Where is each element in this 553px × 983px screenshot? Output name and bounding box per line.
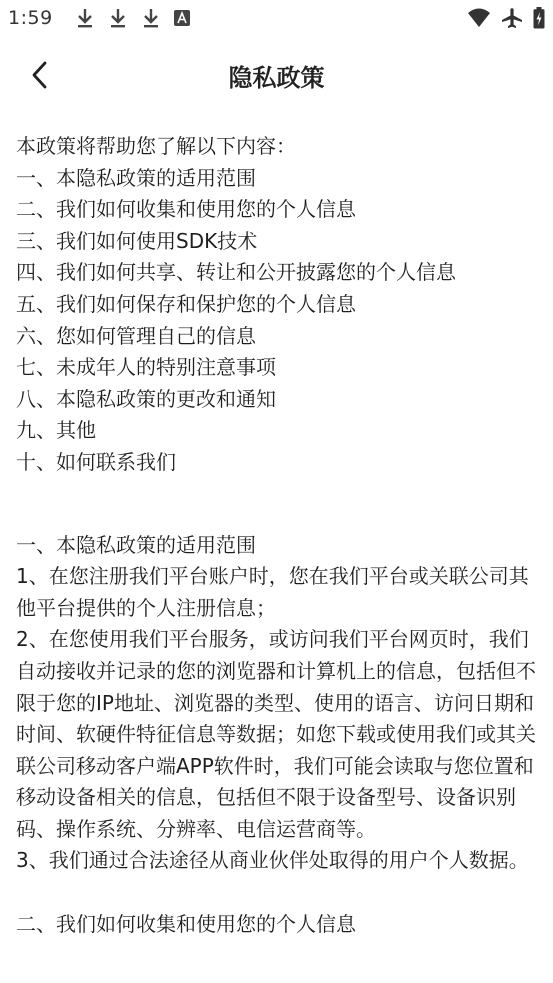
toc-item: 五、我们如何保存和保护您的个人信息	[16, 291, 356, 316]
section-paragraph: 1、在您注册我们平台账户时，您在我们平台或关联公司其他平台提供的个人注册信息；	[16, 564, 529, 620]
toc-item: 八、本隐私政策的更改和通知	[16, 386, 276, 411]
intro-text: 本政策将帮助您了解以下内容：	[16, 134, 296, 158]
section-heading: 一、本隐私政策的适用范围	[16, 532, 256, 557]
spacer	[16, 877, 541, 909]
airplane-icon	[501, 7, 523, 29]
section-heading: 二、我们如何收集和使用您的个人信息	[16, 912, 356, 937]
status-bar	[0, 0, 553, 36]
toc-item: 四、我们如何共享、转让和公开披露您的个人信息	[16, 260, 456, 285]
toc-item: 二、我们如何收集和使用您的个人信息	[16, 197, 356, 222]
wifi-icon	[467, 8, 491, 28]
spacer	[16, 479, 541, 530]
toc-item: 一、本隐私政策的适用范围	[16, 165, 256, 190]
a-badge-icon	[174, 10, 190, 26]
notification-icons	[75, 7, 190, 29]
page-title: 隐私政策	[228, 64, 325, 92]
toc-item: 七、未成年人的特别注意事项	[16, 355, 276, 380]
toc-item: 十、如何联系我们	[16, 449, 176, 474]
app-bar	[0, 44, 553, 106]
download-icon	[108, 7, 128, 29]
section-paragraph: 2、在您使用我们平台服务，或访问我们平台网页时，我们自动接收并记录的您的浏览器和计算机上的信息，包括但不限于您的IP地址、浏览器的类型、使用的语言、访问日期和时间、软硬件特征信息等数据；如您下载或使用我们或其关联公司移动客户端APP软件时，我们可能会读取与您位置和移动设备相关的信息，包括但不限于设备型号、设备识别码、操作系统、分辨率、电信运营商等。	[16, 627, 536, 841]
toc-item: 三、我们如何使用SDK技术	[16, 228, 258, 253]
toc-item: 六、您如何管理自己的信息	[16, 323, 256, 348]
status-time: 1:59	[8, 7, 53, 29]
toc-item: 九、其他	[16, 418, 96, 443]
download-icon	[141, 7, 161, 29]
privacy-policy-content[interactable]	[16, 131, 541, 941]
download-icon	[75, 7, 95, 29]
section-paragraph: 3、我们通过合法途径从商业伙伴处取得的用户个人数据。	[16, 848, 529, 873]
system-icons	[467, 7, 545, 29]
battery-charging-icon	[533, 7, 545, 29]
